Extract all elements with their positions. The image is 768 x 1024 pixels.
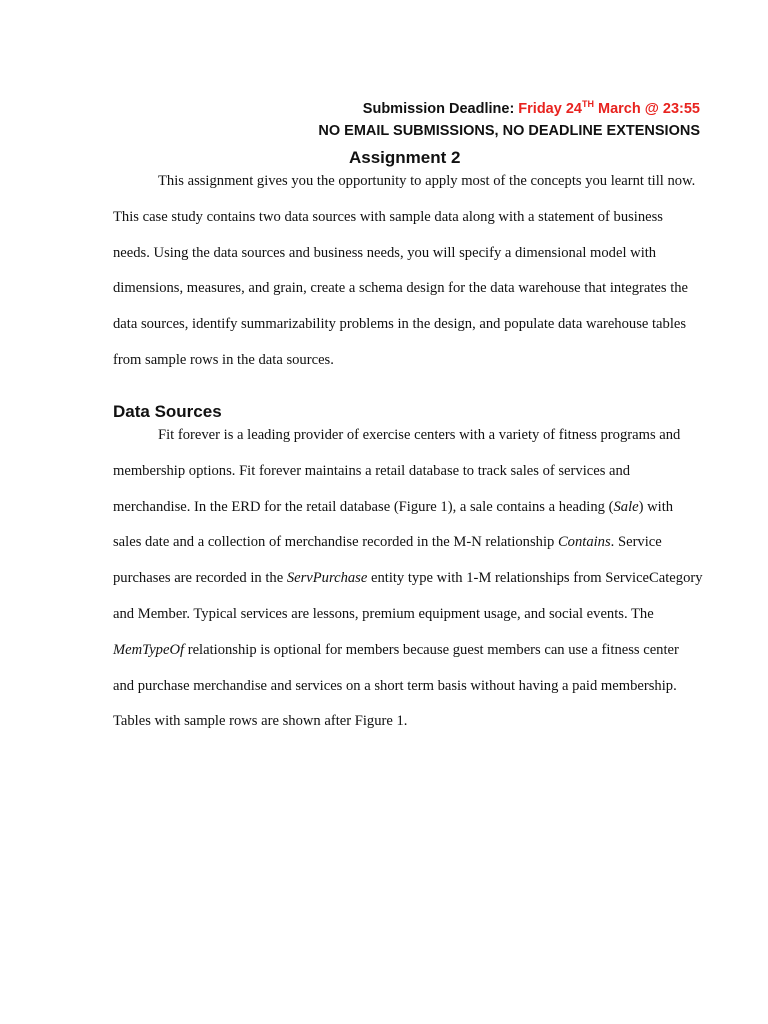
emphasis-memtypeof: MemTypeOf bbox=[113, 641, 185, 658]
deadline-time: March @ 23:55 bbox=[593, 101, 700, 117]
intro-paragraph: This assignment gives you the opportunity to apply most of the concepts you learnt till now. This case study contains two data sources with sample data along with a statement of business needs. Using the data sources and business needs, you will specify a dimensional model with dimensions, measures, and grain, create a schema design for the data warehouse that integrates the data sources, identify summarizability problems in the design, and populate data warehouse tables from sample rows in the data sources. bbox=[113, 173, 696, 368]
deadline-day-suffix: TH bbox=[581, 99, 594, 110]
data-sources-paragraph bbox=[113, 418, 703, 740]
text-segment: entity type with 1-M relationships from ServiceCategory and Member. Typical services are lessons, premium equipment usage, and social events. The bbox=[113, 570, 703, 622]
text-segment: Fit forever is a leading provider of exercise centers with a variety of fitness programs and membership options. Fit forever maintains a retail database to track sales of services and merchandise. In the ERD for the retail database (Figure 1), a sale contains a heading ( bbox=[113, 427, 681, 515]
submission-notice: NO EMAIL SUBMISSIONS, NO DEADLINE EXTENSIONS bbox=[318, 123, 700, 139]
data-sources-heading: Data Sources bbox=[113, 402, 222, 421]
emphasis-servpurchase: ServPurchase bbox=[286, 570, 368, 587]
emphasis-sale: Sale bbox=[613, 498, 639, 515]
deadline-label: Submission Deadline: bbox=[362, 101, 519, 117]
text-segment: . Service purchases are recorded in the bbox=[113, 534, 662, 587]
text-segment: ) with sales date and a collection of merchandise recorded in the M-N relationship bbox=[113, 498, 674, 551]
assignment-title: Assignment 2 bbox=[349, 148, 461, 167]
deadline-date bbox=[518, 101, 700, 117]
submission-deadline bbox=[318, 98, 700, 120]
submission-header bbox=[318, 98, 700, 142]
text-segment: relationship is optional for members because guest members can use a fitness center and purchase merchandise and services on a short term basis without having a paid membership. Tables with sample rows are shown after Figure 1. bbox=[113, 641, 679, 730]
deadline-day: Friday 24 bbox=[518, 101, 582, 117]
emphasis-contains: Contains bbox=[557, 534, 611, 551]
